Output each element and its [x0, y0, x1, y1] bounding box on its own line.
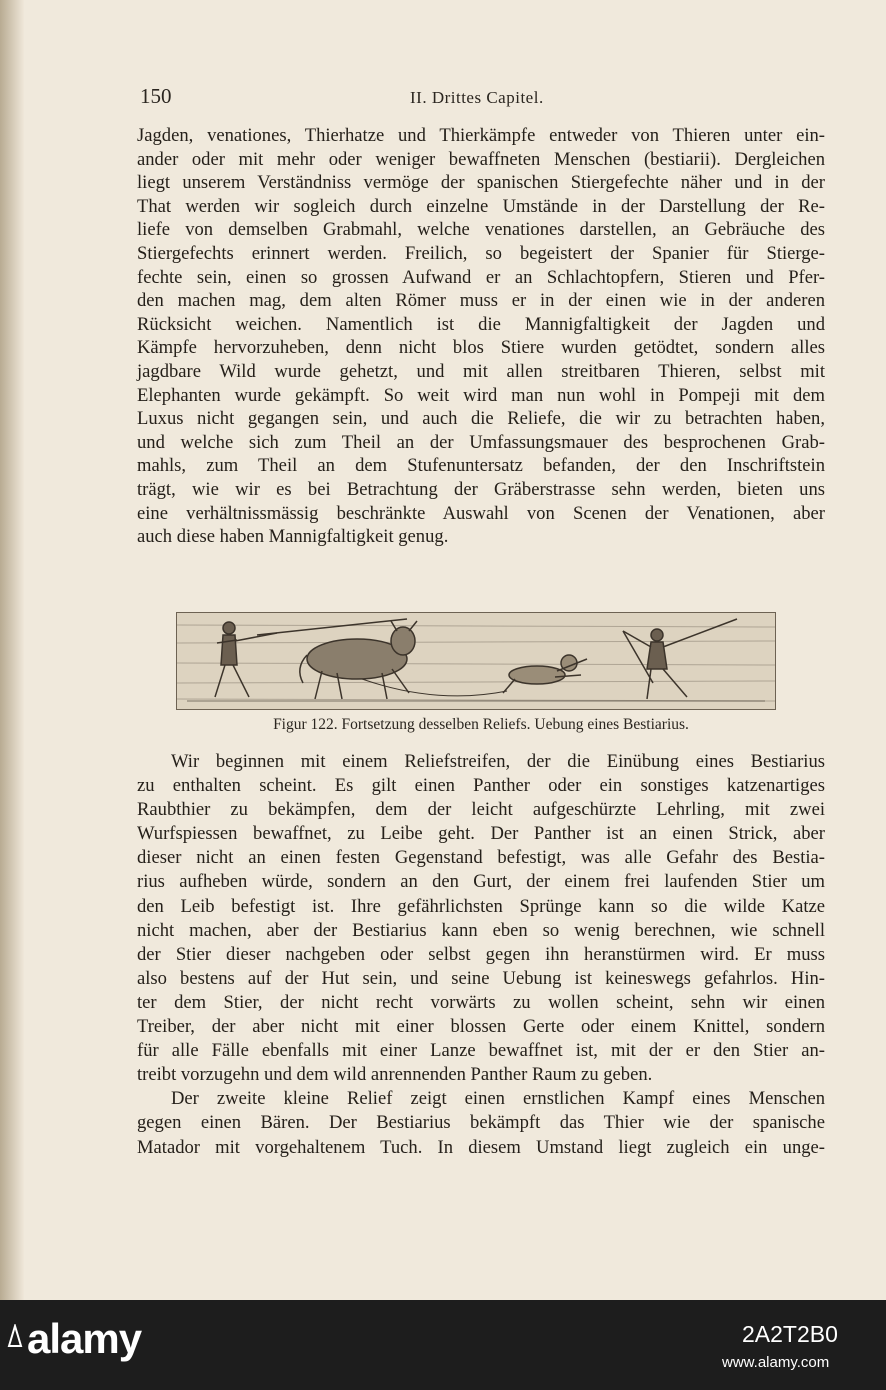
relief-drawing	[177, 613, 775, 709]
text-line: fechte sein, einen so grossen Aufwand er an Schlachtopfern, Stieren und Pfer-	[137, 266, 825, 288]
text-line: Kämpfe hervorzuheben, denn nicht blos Stiere wurden getödtet, sondern alles	[137, 337, 825, 359]
running-head: II. Drittes Capitel.	[410, 88, 544, 107]
text-line: dieser nicht an einen festen Gegenstand befestigt, was alle Gefahr des Bestia-	[137, 847, 825, 869]
text-line: rius aufheben würde, sondern an den Gurt, der einem frei laufenden Stier um	[137, 871, 825, 893]
text-line: den machen mag, dem alten Römer muss er in der einen wie in der anderen	[137, 290, 825, 312]
text-line: trägt, wie wir es bei Betrachtung der Gräberstrasse sehn werden, bieten uns	[137, 478, 825, 500]
figure-caption: Figur 122. Fortsetzung desselben Reliefs. Uebung eines Bestiarius.	[273, 716, 689, 733]
text-line: den Leib befestigt ist. Ihre gefährlichsten Sprünge kann so die wilde Katze	[137, 895, 825, 917]
text-line: Rücksicht weichen. Namentlich ist die Mannigfaltigkeit der Jagden und	[137, 313, 825, 335]
text-line: Matador mit vorgehaltenem Tuch. In diesem Umstand liegt zugleich ein unge-	[137, 1136, 825, 1158]
text-line: Stiergefechts erinnert werden. Freilich, so begeistert der Spanier für Stierge-	[137, 242, 825, 264]
text-line: treibt vorzugehn und dem wild anrennenden Panther Raum zu geben.	[137, 1064, 653, 1086]
site-url: www.alamy.com	[722, 1354, 830, 1371]
text-line: also bestens auf der Hut sein, und seine Uebung ist keineswegs gefahrlos. Hin-	[137, 967, 825, 989]
text-line: für alle Fälle ebenfalls mit einer Lanze bewaffnet ist, mit der er den Stier an-	[137, 1040, 825, 1062]
text-line: der Stier dieser nachgeben oder selbst gegen ihn heranstürmen wird. Er muss	[137, 943, 825, 965]
text-line: eine verhältnissmässig beschränkte Auswahl von Scenen der Venationen, aber	[137, 502, 825, 524]
brand-logo: alamy	[27, 1315, 142, 1362]
page-number: 150	[140, 84, 172, 108]
paragraph-bestiarius	[137, 750, 825, 1160]
text-line: That werden wir sogleich durch einzelne Umstände in der Darstellung der Re-	[137, 195, 825, 217]
text-line: Elephanten wurde gekämpft. So weit wird man nun wohl in Pompeji mit dem	[137, 384, 825, 406]
text-line: auch diese haben Mannigfaltigkeit genug.	[137, 526, 449, 548]
text-line: Luxus nicht gegangen sein, und auch die Reliefe, die wir zu betrachten haben,	[137, 408, 825, 430]
text-line: nicht machen, aber der Bestiarius kann eben so wenig berechnen, wie schnell	[137, 919, 825, 941]
text-line: Raubthier zu bekämpfen, dem der leicht aufgeschürzte Lehrling, mit zwei	[137, 799, 825, 821]
text-line: Jagden, venationes, Thierhatze und Thierkämpfe entweder von Thieren unter ein-	[137, 125, 825, 146]
image-id: 2A2T2B0	[742, 1321, 838, 1347]
alamy-logo-icon	[7, 1324, 23, 1348]
text-line: Wir beginnen mit einem Reliefstreifen, der die Einübung eines Bestiarius	[171, 751, 825, 772]
text-line: jagdbare Wild wurde gehetzt, und mit allen streitbaren Thieren, selbst mit	[137, 360, 825, 382]
text-line: mahls, zum Theil an dem Stufenuntersatz befanden, der den Inschriftstein	[137, 455, 825, 477]
text-line: zu enthalten scheint. Es gilt einen Panther oder ein sonstiges katzenartiges	[137, 775, 825, 797]
text-line: Wurfspiessen bewaffnet, zu Leibe geht. Der Panther ist an einen Strick, aber	[137, 823, 825, 845]
text-line: gegen einen Bären. Der Bestiarius bekämpft das Thier wie der spanische	[137, 1112, 825, 1134]
book-spine-shadow	[0, 0, 24, 1300]
relief-illustration	[176, 612, 776, 710]
text-line: Treiber, der aber nicht mit einer blossen Gerte oder einem Knittel, sondern	[137, 1016, 825, 1038]
paragraph-venationes	[137, 124, 825, 549]
text-line: liegt unserem Verständniss vermöge der spanischen Stiergefechte näher und in der	[137, 172, 825, 194]
text-line: und welche sich zum Theil an der Umfassungsmauer des besprochenen Grab-	[137, 431, 825, 453]
text-line: ander oder mit mehr oder weniger bewaffneten Menschen (bestiarii). Dergleichen	[137, 148, 825, 170]
text-line: ter dem Stier, der nicht recht vorwärts zu wollen scheint, sehn wir einen	[137, 991, 825, 1013]
text-line: Der zweite kleine Relief zeigt einen ernstlichen Kampf eines Menschen	[171, 1088, 825, 1110]
text-line: liefe von demselben Grabmahl, welche venationes darstellen, an Gebräuche des	[137, 219, 825, 241]
